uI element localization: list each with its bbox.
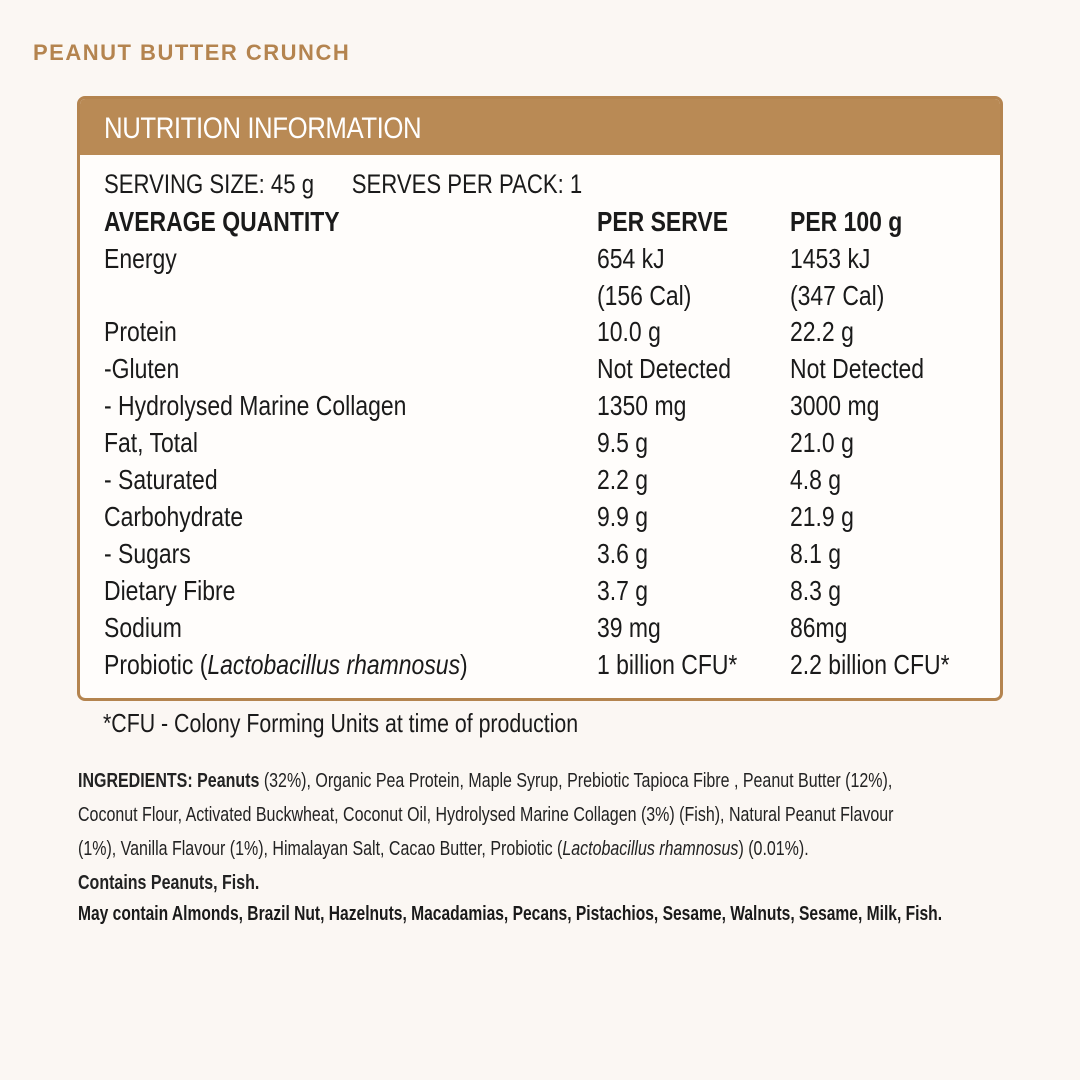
row-label: Dietary Fibre [104,575,236,606]
table-row [104,461,984,498]
per-serve-value: 3.7 g [597,575,649,606]
per-serve-value: 9.9 g [597,501,649,532]
row-label: - Saturated [104,464,218,495]
table-row [104,572,984,609]
per-serve-value: 9.5 g [597,427,649,458]
table-header-row [104,203,984,240]
table-row [104,646,984,683]
per-100g-value: 8.1 g [790,538,842,569]
per-100g-value: Not Detected [790,353,925,384]
per-100g-value: 22.2 g [790,316,854,347]
nutrition-table [104,203,984,683]
serving-row [104,169,687,200]
per-serve-value: 654 kJ (156 Cal) [597,243,692,311]
serves-per-pack: SERVES PER PACK: 1 [351,169,583,199]
panel-title: NUTRITION INFORMATION [104,112,422,145]
per-serve-value: 10.0 g [597,316,661,347]
per-serve-value: 2.2 g [597,464,649,495]
row-label: Protein [104,316,177,347]
row-label: Sodium [104,612,182,643]
per-100g-value: 4.8 g [790,464,842,495]
row-label: Carbohydrate [104,501,244,532]
per-serve-value: 1350 mg [597,390,687,421]
serving-size: SERVING SIZE: 45 g [104,169,315,199]
per-100g-value: 2.2 billion CFU* [790,649,950,680]
serving-info [104,169,582,200]
ingredients-line: INGREDIENTS: Peanuts (32%), Organic Pea Protein, Maple Syrup, Prebiotic Tapioca Fibre , Peanut Butter (12%), [78,770,893,792]
ingredients-block [78,764,1003,900]
per-100g-value: 86mg [790,612,848,643]
table-row [104,424,984,461]
product-title: PEANUT BUTTER CRUNCH [33,40,351,65]
header-per-serve: PER SERVE [597,206,729,237]
nutrition-panel [77,96,1003,701]
cfu-footnote: *CFU - Colony Forming Units at time of production [103,708,579,738]
table-row [104,498,984,535]
header-per-100g: PER 100 g [790,206,903,237]
per-serve-value: 3.6 g [597,538,649,569]
row-label: Energy [104,243,177,274]
ingredients-line: Coconut Flour, Activated Buckwheat, Coconut Oil, Hydrolysed Marine Collagen (3%) (Fish), Natural Peanut Flavour [78,804,894,826]
table-row [104,387,984,424]
row-label: - Sugars [104,538,191,569]
per-100g-value: 21.0 g [790,427,854,458]
ingredients-line: (1%), Vanilla Flavour (1%), Himalayan Salt, Cacao Butter, Probiotic (Lactobacillus rhamnosus) (0.01%). [78,838,809,860]
row-label: - Hydrolysed Marine Collagen [104,390,407,421]
per-serve-value: 1 billion CFU* [597,649,738,680]
ingredients-label: INGREDIENTS: [78,770,193,792]
table-row [104,313,984,350]
row-label: Probiotic (Lactobacillus rhamnosus) [104,649,468,680]
row-label: -Gluten [104,353,180,384]
per-serve-value: Not Detected [597,353,732,384]
per-100g-value: 3000 mg [790,390,880,421]
per-100g-value: 1453 kJ (347 Cal) [790,243,885,311]
per-serve-value: 39 mg [597,612,661,643]
table-row [104,535,984,572]
table-row [104,350,984,387]
header-average-quantity: AVERAGE QUANTITY [104,206,340,237]
contains-statement: Contains Peanuts, Fish. [78,872,260,894]
per-100g-value: 21.9 g [790,501,854,532]
table-row [104,609,984,646]
table-row [104,240,984,313]
row-label: Fat, Total [104,427,199,458]
per-100g-value: 8.3 g [790,575,842,606]
panel-title-bar [80,99,1000,155]
may-contain-statement: May contain Almonds, Brazil Nut, Hazelnuts, Macadamias, Pecans, Pistachios, Sesame, Walnuts, Sesame, Milk, Fish. [78,903,943,925]
